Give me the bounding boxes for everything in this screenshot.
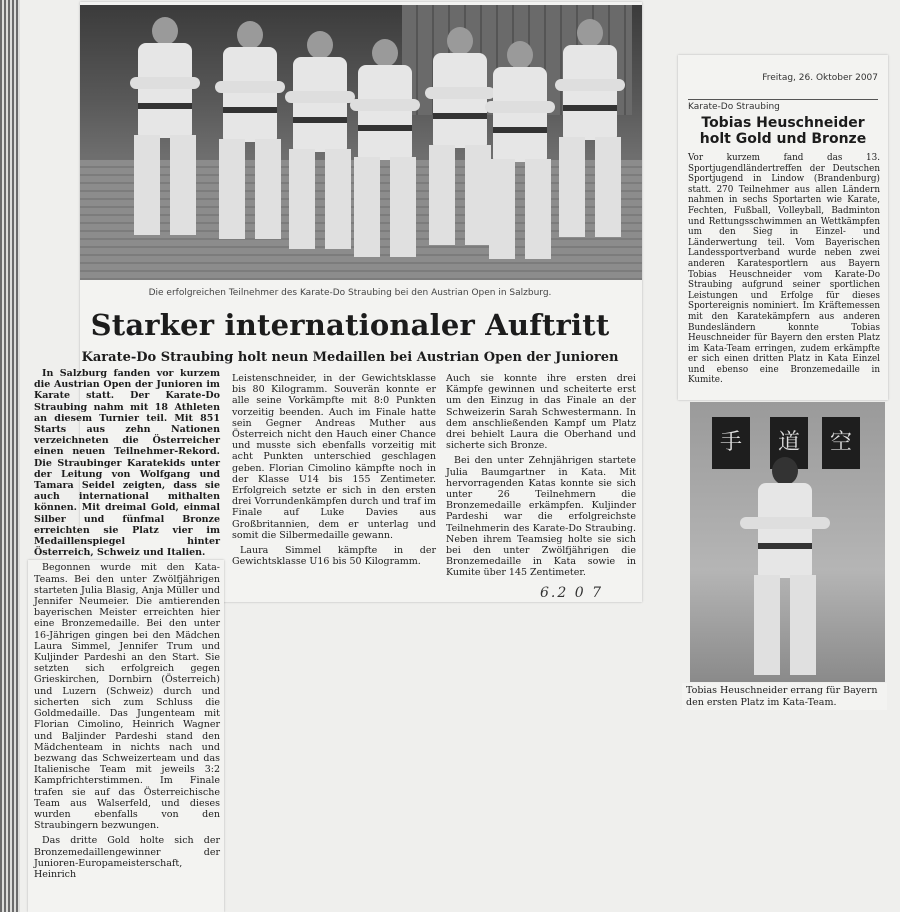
handwritten-note: 6.2 0 7 xyxy=(540,585,603,601)
publication-date: Freitag, 26. Oktober 2007 xyxy=(762,73,878,83)
calligraphy-scroll xyxy=(712,417,750,469)
scroll-glyph: 道 xyxy=(777,430,800,455)
karateka-figure xyxy=(750,457,820,677)
article-paragraph: Begonnen wurde mit den Kata-Teams. Bei den unter Zwölfjährigen starteten Julia Blasig, Anja Müller und Jennifer Neumeier. Die amtierenden bayerischen Meister erreichten hier eine Bronzemedaille. Bei den unter 16-Jährigen gingen bei den Mädchen Laura Simmel, Jennifer Trum und Kuljinder Pardeshi an den Start. Sie setzten sich erfolgreich gegen Grieskirchen, Dornbirn (Österreich) und Luzern (Schweiz) durch und sicherten sich zum Schluss die Goldmedaille. Das Jungenteam mit Florian Cimolino, Heinrich Wagner und Baljinder Pardeshi stand den Mädchenteam in nichts nach und bezwang das Schweizerteam und das Italienische Team mit jeweils 3:2 Kampfrichterstimmen. Im Finale trafen sie auf das Österreichische Team aus Walserfeld, und dieses wurden ebenfalls von den Straubingern bezwungen. xyxy=(34,562,220,832)
group-photo xyxy=(80,5,642,280)
scroll-glyph: 手 xyxy=(719,430,742,455)
article-paragraph: Bei den unter Zehnjährigen startete Julia Baumgartner in Kata. Mit hervorragenden Katas konnte sie sich unter 26 Teilnehmern die Bronzemedaille erkämpfen. Kuljinder Pardeshi war die erfolgreichste Teilnehmerin des Karate-Do Straubing. Neben ihrem Teamsieg holte sie sich bei den unter Zwölfjährigen die Bronzemedaille in Kata sowie in Kumite über 145 Zentimeter. xyxy=(446,455,636,579)
album-page-edge xyxy=(0,0,20,912)
article-column-1 xyxy=(34,368,220,884)
article-column-3 xyxy=(446,373,636,583)
article-paragraph: Laura Simmel kämpfte in der Gewichtsklasse U16 bis 50 Kilogramm. xyxy=(232,545,436,568)
karateka-figure xyxy=(285,31,355,261)
side-photo-caption: Tobias Heuschneider errang für Bayern den ersten Platz im Kata-Team. xyxy=(682,683,887,710)
calligraphy-scroll xyxy=(822,417,860,469)
article-paragraph: Auch sie konnte ihre ersten drei Kämpfe gewinnen und scheiterte erst um den Einzug in das Finale an der Schweizerin Sarah Schwestermann. In dem anschließenden Kampf um Platz drei behielt Laura die Oberhand und sicherte sich Bronze. xyxy=(446,373,636,452)
karateka-figure xyxy=(130,17,200,247)
article-paragraph: Leistenschneider, in der Gewichtsklasse bis 80 Kilogramm. Souverän konnte er alle seine Vorkämpfte mit 8:0 Punkten vorzeitig beenden. Auch im Finale hatte sein Gegner Andreas Muther aus Österreich nicht den Hauch einer Chance und musste sich ebenfalls vorzeitig mit acht Punkten unterschied geschlagen geben. Florian Cimolino kämpfte noch in der Klasse U14 bis 155 Zentimeter. Erfolgreich setzte er sich in den ersten drei Vorrundenkämpfen durch und traf im Finale auf Luke Davies aus Großbritannien, dem er unterlag und somit die Silbermedaille gewann. xyxy=(232,373,436,541)
section-kicker: Karate-Do Straubing xyxy=(688,99,878,112)
article-subheadline: Karate-Do Straubing holt neun Medaillen bei Austrian Open der Junioren xyxy=(81,350,619,365)
side-article-body: Vor kurzem fand das 13. Sportjugendländertreffen der Deutschen Sportjugend in Lindow (Brandenburg) statt. 270 Teilnehmer aus allen Ländern nahmen in sechs Sportarten wie Karate, Fechten, Fußball, Volleyball, Badminton und Rettungsschwimmen an Wettkämpfen um den Sieg in Einzel- und Länderwertung teil. Vom Bayerischen Landessportverband wurde neben zwei anderen Karatesportlern aus Bayern Tobias Heuschneider vom Karate-Do Straubing aufgrund seiner sportlichen Leistungen und Erfolge für dieses Sportereignis nominiert. Im Kräftemessen mit den Karatekämpfern aus anderen Bundesländern konnte Tobias Heuschneider für Bayern den ersten Platz im Kata-Team erringen, zudem erkämpfte er sich einen dritten Platz in Kata Einzel und ebenso eine Bronzemedaille in Kumite. xyxy=(688,153,880,386)
scroll-glyph: 空 xyxy=(829,430,852,455)
karateka-figure xyxy=(350,39,420,269)
article-paragraph: Das dritte Gold holte sich der Bronzemedaillengewinner der Junioren-Europameisterschaft, Heinrich xyxy=(34,835,220,880)
karateka-figure xyxy=(215,21,285,251)
karateka-figure xyxy=(555,19,625,259)
karateka-figure xyxy=(485,41,555,241)
article-lead: In Salzburg fanden vor kurzem die Austrian Open der Junioren im Karate statt. Der Karate-Do Straubing nahm mit 18 Athleten an diesem Turnier teil. Mit 851 Starts aus zehn Nationen verzeichneten die Österreicher einen neuen Teilnehmer-Rekord. Die Straubinger Karatekids unter der Leitung von Wolfgang und Tamara Seidel zeigten, dass sie auch international mithalten können. Mit dreimal Gold, einmal Silber und fünfmal Bronze erreichten sie Platz vier im Medaillenspiegel hinter Österreich, Schweiz und Italien. xyxy=(34,368,220,559)
karateka-photo xyxy=(690,402,885,682)
article-headline: Starker internationaler Auftritt xyxy=(90,308,610,342)
photo-caption: Die erfolgreichen Teilnehmer des Karate-Do Straubing bei den Austrian Open in Salzburg. xyxy=(148,288,552,298)
side-article-title: Tobias Heuschneider holt Gold und Bronze xyxy=(699,115,867,147)
article-column-2 xyxy=(232,373,436,571)
side-clipping xyxy=(678,55,888,400)
